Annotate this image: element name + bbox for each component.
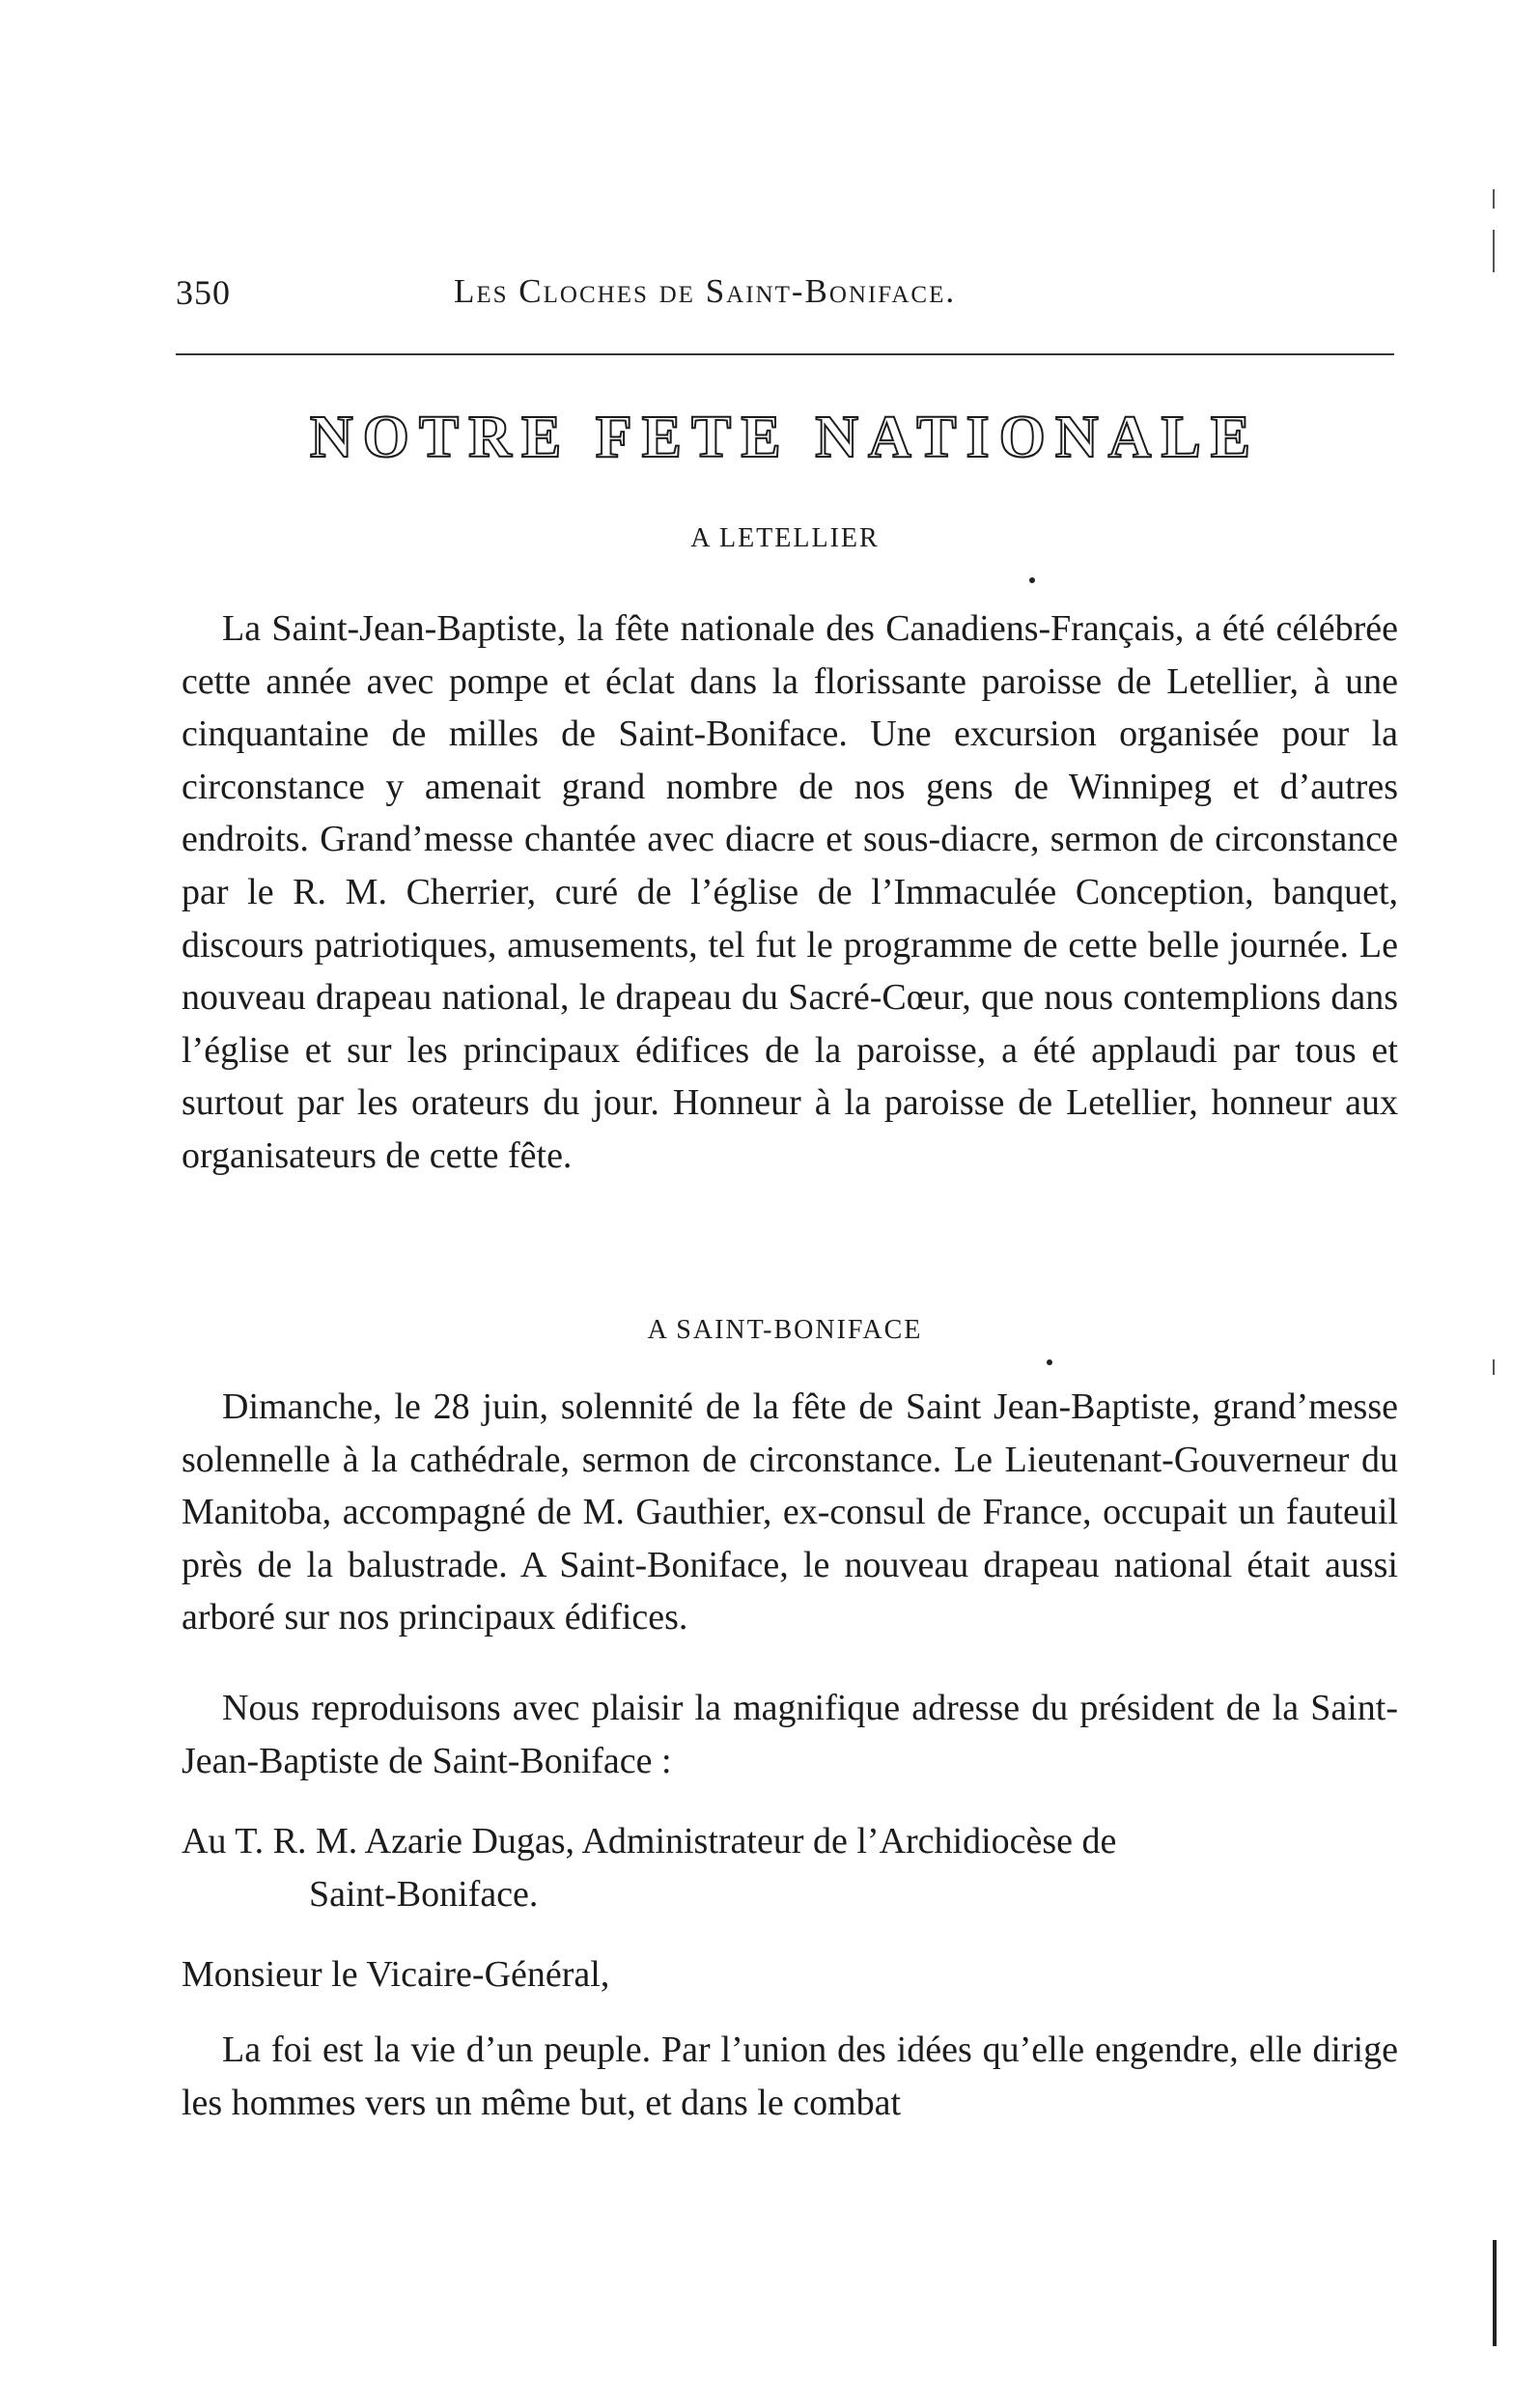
paragraph-letellier: La Saint-Jean-Baptiste, la fête nationale des Canadiens-Français, a été célébrée cette année avec pompe et éclat dans la florissante paroisse de Letellier, à une cinquantaine de milles de Saint-Boniface. Une excursion organisée pour la circonstance y amenait grand nombre de nos gens de Winnipeg et d’autres endroits. Grand’messe chantée avec diacre et sous-diacre, sermon de circonstance par le R. M. Cherrier, curé de l’église de l’Immaculée Conception, banquet, discours patriotiques, amusements, tel fut le programme de cette belle journée. Le nouveau drapeau national, le drapeau du Sacré-Cœur, que nous contemplions dans l’église et sur les principaux édifices de la paroisse, a été applaudi par tous et surtout par les orateurs du jour. Honneur à la paroisse de Letellier, honneur aux organisateurs de cette fête. [182,608,1398,1176]
article-title: NOTRE FETE NATIONALE [309,405,1261,470]
address-recipient-line1: Au T. R. M. Azarie Dugas, Administrateur de l’Archidiocèse de [182,1821,1117,1861]
ink-mark [1047,1359,1052,1365]
paragraph-saint-boniface: Dimanche, le 28 juin, solennité de la fête de Saint Jean-Baptiste, grand’messe solennelle à la cathédrale, sermon de circonstance. Le Lieutenant-Gouverneur du Manitoba, accompagné de M. Gauthier, ex-consul de France, occupait un fauteuil près de la balustrade. A Saint-Boniface, le nouveau drapeau national était aussi arboré sur nos principaux édifices. [182,1386,1398,1638]
page-number: 350 [176,273,231,312]
address-recipient-line2: Saint-Boniface. [309,1873,539,1915]
salutation: Monsieur le Vicaire-Général, [182,1954,610,1995]
page-edge-mark [1493,230,1495,272]
page-edge-mark [1493,1359,1495,1375]
running-head: Les Cloches de Saint-Boniface. [454,272,957,310]
header-rule [176,353,1394,355]
ink-mark [1029,577,1035,583]
address-recipient [182,1815,1398,1920]
page-edge-mark [1493,189,1495,209]
paragraph-address-intro: Nous reproduisons avec plaisir la magnifique adresse du président de la Saint-Jean-Baptiste de Saint-Boniface : [182,1688,1398,1781]
section-heading-saint-boniface: A SAINT-BONIFACE [647,1315,923,1345]
section-heading-letellier: A LETELLIER [690,523,880,553]
paragraph-address-body: La foi est la vie d’un peuple. Par l’union des idées qu’elle engendre, elle dirige les hommes vers un même but, et dans le combat [182,2029,1398,2123]
page-edge-mark [1493,2240,1497,2346]
